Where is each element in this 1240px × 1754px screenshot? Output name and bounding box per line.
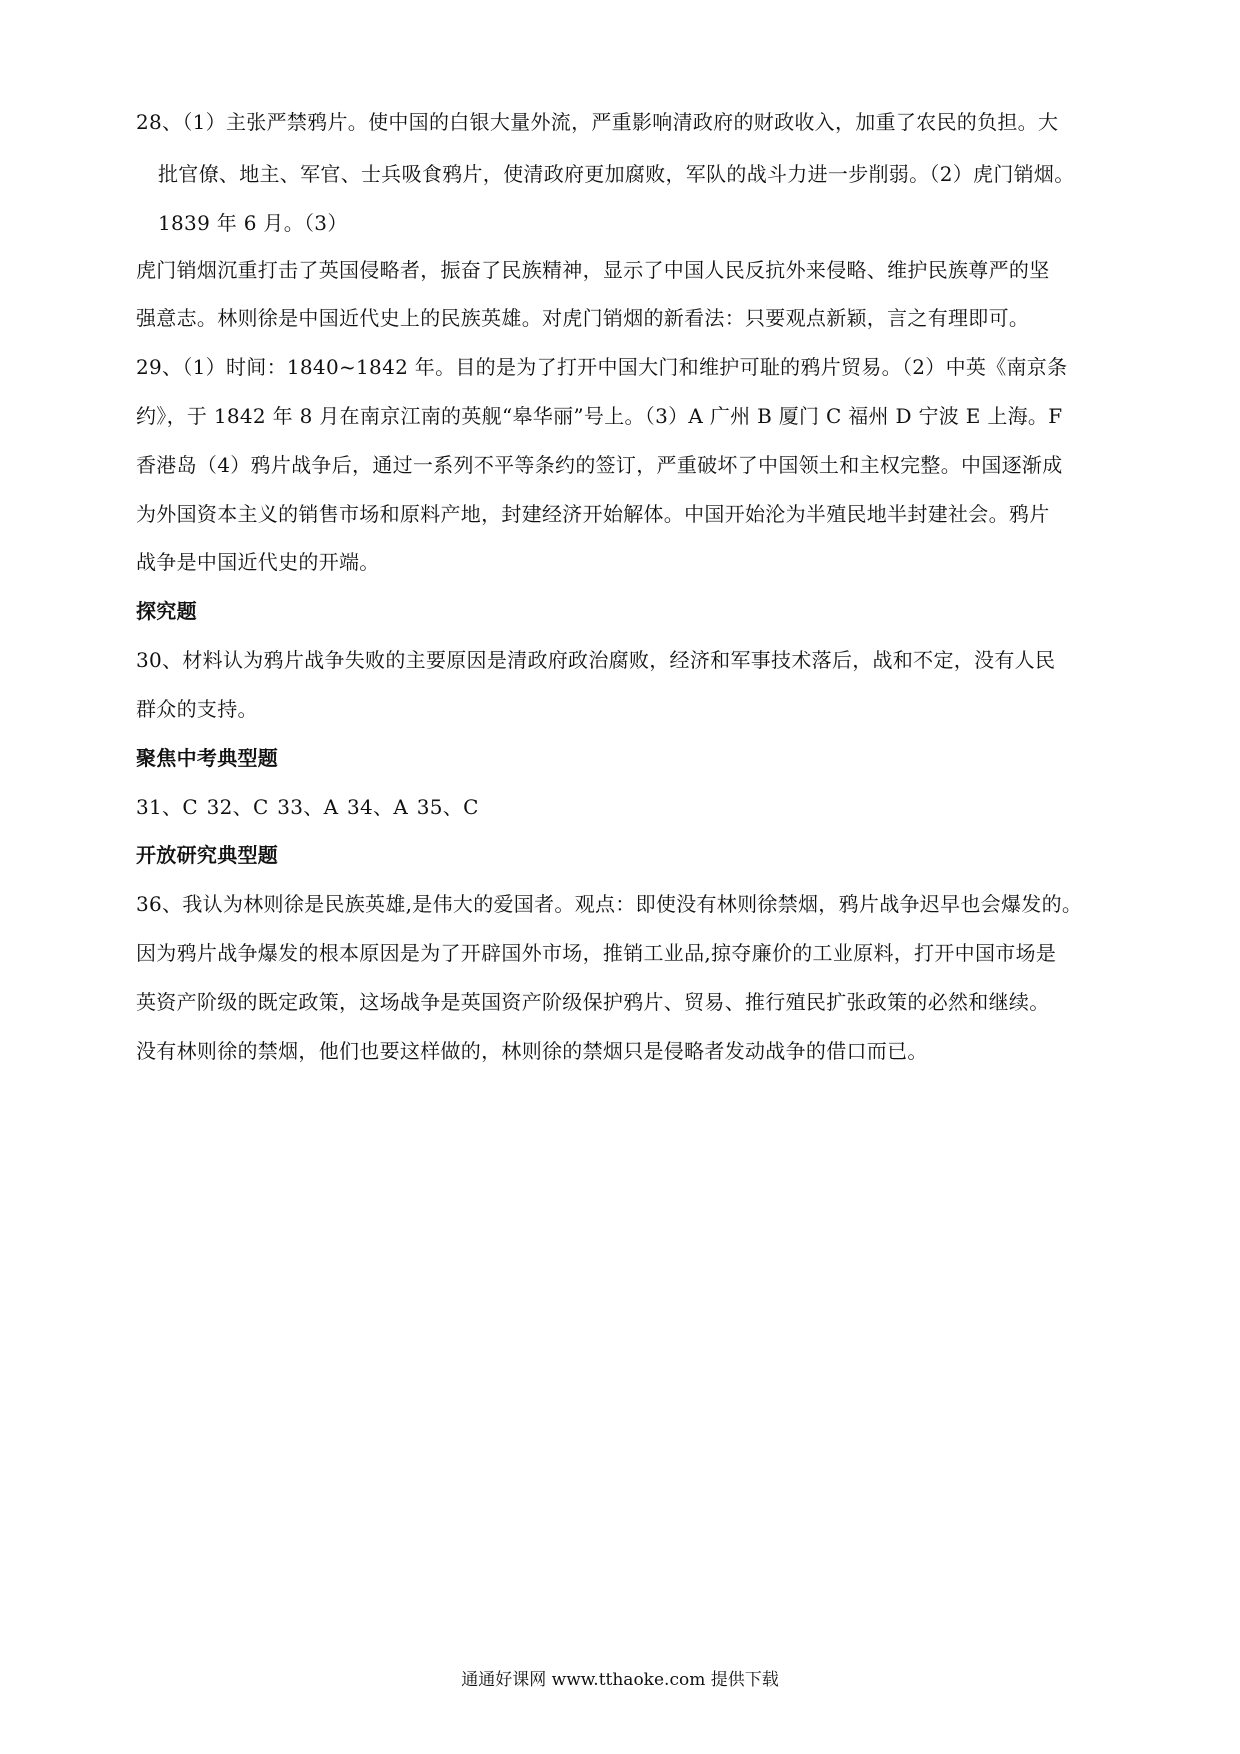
answer-29-line-2: 约》，于 1842 年 8 月在南京江南的英舰“皋华丽”号上。（3）A 广州 B 厦门 C 福州 D 宁波 E 上海。F bbox=[136, 404, 1063, 428]
section-heading-explore: 探究题 bbox=[136, 599, 197, 623]
answer-36-line-4: 没有林则徐的禁烟，他们也要这样做的，林则徐的禁烟只是侵略者发动战争的借口而已。 bbox=[136, 1039, 928, 1063]
answer-29-line-3: 香港岛（4）鸦片战争后，通过一系列不平等条约的签订，严重破坏了中国领土和主权完整。中国逐渐成 bbox=[136, 453, 1063, 477]
answer-28-line-3: 1839 年 6 月。（3） bbox=[158, 211, 348, 235]
answer-28-line-5: 强意志。林则徐是中国近代史上的民族英雄。对虎门销烟的新看法：只要观点新颖，言之有理即可。 bbox=[136, 306, 1030, 330]
answer-29-line-5: 战争是中国近代史的开端。 bbox=[136, 550, 380, 574]
answers-31-35: 31、C 32、C 33、A 34、A 35、C bbox=[136, 795, 479, 819]
answer-30-line-1: 30、材料认为鸦片战争失败的主要原因是清政府政治腐败，经济和军事技术落后，战和不定，没有人民 bbox=[136, 648, 1056, 672]
answer-29-line-1: 29、（1）时间：1840~1842 年。目的是为了打开中国大门和维护可耻的鸦片贸易。（2）中英《南京条 bbox=[136, 355, 1068, 379]
answer-36-line-2: 因为鸦片战争爆发的根本原因是为了开辟国外市场，推销工业品,掠夺廉价的工业原料，打开中国市场是 bbox=[136, 941, 1057, 965]
section-heading-focus: 聚焦中考典型题 bbox=[136, 746, 279, 770]
answer-29-line-4: 为外国资本主义的销售市场和原料产地，封建经济开始解体。中国开始沦为半殖民地半封建社会。鸦片 bbox=[136, 502, 1050, 526]
answer-36-line-1: 36、我认为林则徐是民族英雄,是伟大的爱国者。观点：即使没有林则徐禁烟，鸦片战争迟早也会爆发的。 bbox=[136, 892, 1083, 916]
answer-28-line-1: 28、（1）主张严禁鸦片。使中国的白银大量外流，严重影响清政府的财政收入，加重了农民的负担。大 bbox=[136, 110, 1059, 134]
answer-30-line-2: 群众的支持。 bbox=[136, 697, 258, 721]
page-footer: 通通好课网 www.tthaoke.com 提供下载 bbox=[461, 1670, 779, 1690]
answer-28-line-4: 虎门销烟沉重打击了英国侵略者，振奋了民族精神，显示了中国人民反抗外来侵略、维护民族尊严的坚 bbox=[136, 258, 1050, 282]
answer-28-line-2: 批官僚、地主、军官、士兵吸食鸦片，使清政府更加腐败，军队的战斗力进一步削弱。（2）虎门销烟。 bbox=[158, 162, 1075, 186]
section-heading-open: 开放研究典型题 bbox=[136, 843, 279, 867]
answer-36-line-3: 英资产阶级的既定政策，这场战争是英国资产阶级保护鸦片、贸易、推行殖民扩张政策的必然和继续。 bbox=[136, 990, 1050, 1014]
